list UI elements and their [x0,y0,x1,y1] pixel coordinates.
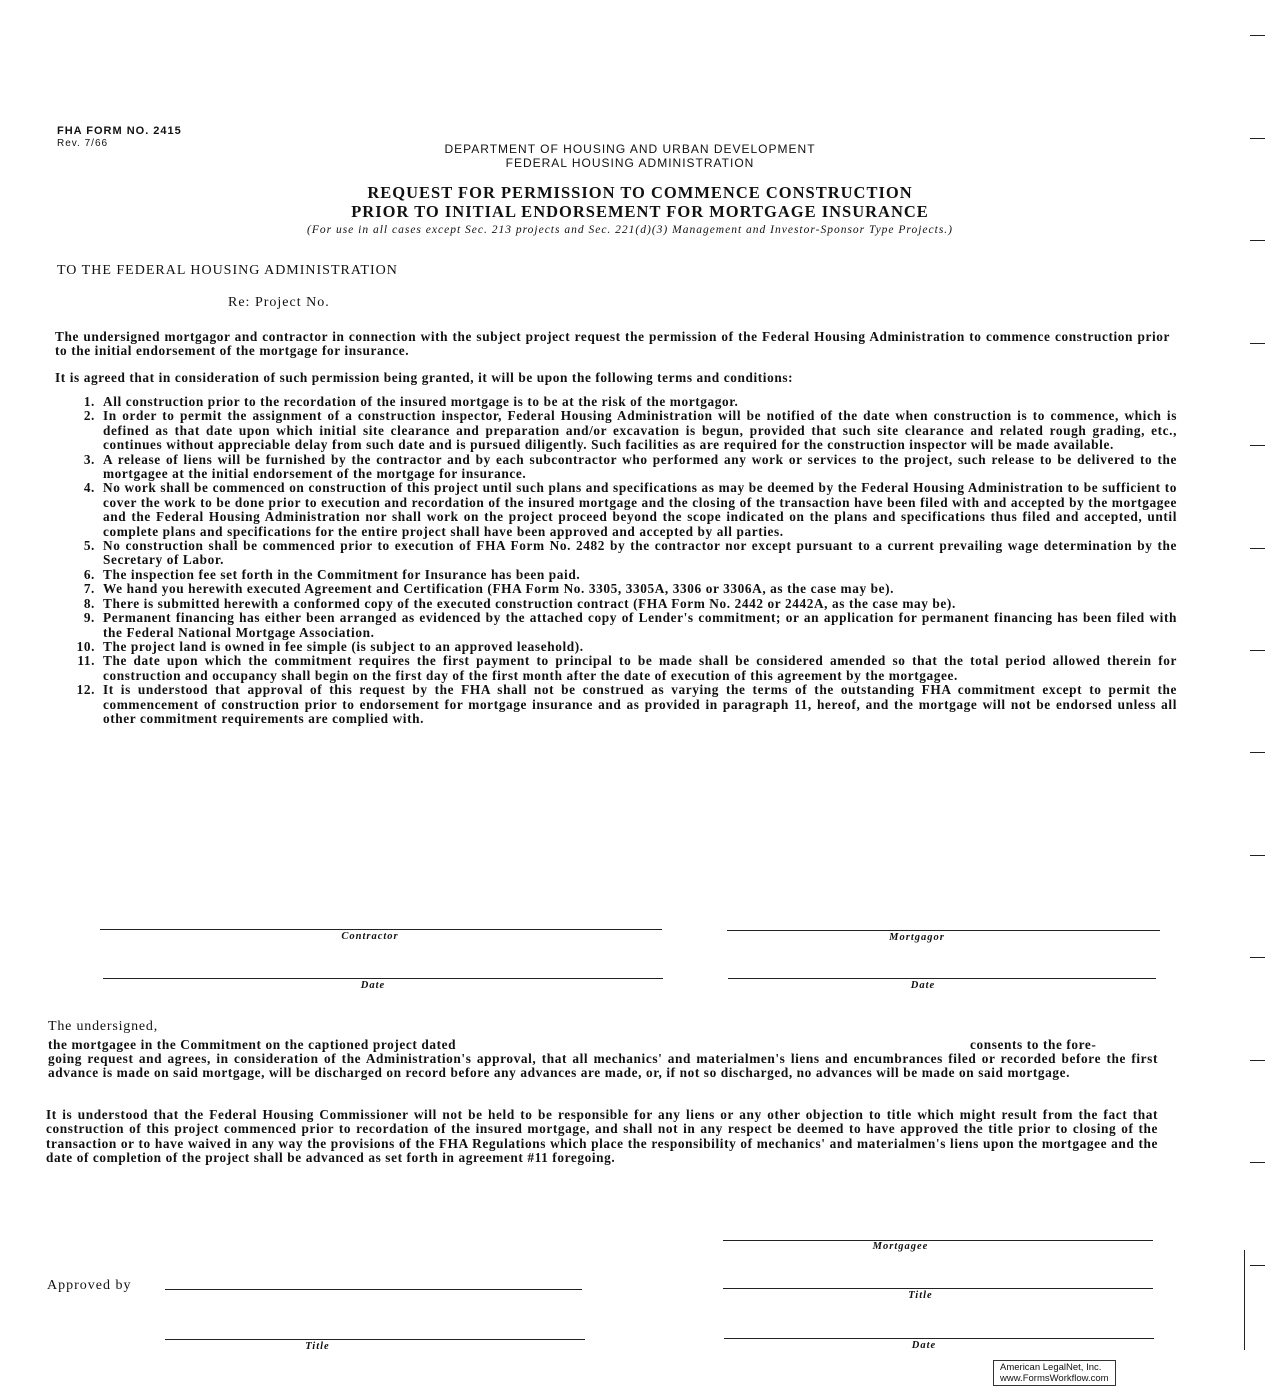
approved-by-line[interactable] [165,1289,582,1290]
margin-tick [1250,957,1265,958]
form-number: FHA FORM NO. 2415 [57,125,182,137]
term-item [55,597,1177,611]
department-heading [300,142,960,170]
term-number: 7. [83,581,95,597]
term-item [55,481,1177,539]
margin-tick [1250,650,1265,651]
mortgagee-label: Mortgagee [872,1241,929,1252]
term-text: Permanent financing has either been arranged as evidenced by the attached copy of Lender's commitment; or an application for permanent financing has been filed with the Federal National Mortgage Association. [103,610,1177,640]
term-item [55,640,1177,654]
term-item [55,409,1177,452]
consent-text-right: consents to the fore- [970,1037,1097,1052]
undersigned-label: The undersigned, [48,1019,158,1034]
mortgagee-title-line[interactable] [723,1288,1153,1289]
term-number: 11. [77,653,95,669]
intro-paragraph: The undersigned mortgagor and contractor in connection with the subject project request the permission of the Federal Housing Administration to commence construction prior to the initial endorsement of the mortgage for insurance. [55,329,1170,359]
term-item [55,582,1177,596]
term-text: No construction shall be commenced prior to execution of FHA Form No. 2482 by the contractor nor except pursuant to a current prevailing wage determination by the Secretary of Labor. [103,538,1177,568]
mortgagor-date-line[interactable] [728,978,1156,979]
consent-text-left: the mortgagee in the Commitment on the captioned project dated [48,1037,457,1052]
department-name: DEPARTMENT OF HOUSING AND URBAN DEVELOPMENT [444,142,816,156]
term-number: 6. [83,566,95,582]
margin-tick [1250,343,1265,344]
margin-rule [1244,1250,1245,1350]
term-number: 12. [76,682,95,698]
term-text: There is submitted herewith a conformed copy of the executed construction contract (FHA Form No. 2442 or 2442A, as the case may be). [103,595,956,611]
margin-tick [1250,1060,1265,1061]
agency-name: FEDERAL HOUSING ADMINISTRATION [505,156,755,170]
approval-date-label: Date [911,1340,937,1351]
term-number: 1. [83,394,95,409]
margin-tick [1250,1162,1265,1163]
term-number: 8. [83,595,95,611]
term-number: 9. [83,610,95,626]
term-item [55,453,1177,482]
term-number: 5. [83,538,95,554]
term-number: 4. [83,480,95,496]
term-item [55,654,1177,683]
margin-tick [1250,752,1265,753]
form-title [150,183,1130,221]
mortgagor-date-label: Date [910,980,936,991]
term-text: The project land is owned in fee simple (is subject to an approved leasehold). [103,638,584,654]
term-text: It is understood that approval of this request by the FHA shall not be construed as varying the terms of the outstanding FHA commitment except to permit the commencement of construction prior to endorsement for mortgage insurance and as provided in paragraph 11, hereof, and the mortgage will not be endorsed unless all other commitment requirements are complied with. [103,682,1177,726]
approver-title-label: Title [305,1341,330,1352]
term-number: 3. [83,451,95,467]
form-subtitle: (For use in all cases except Sec. 213 projects and Sec. 221(d)(3) Management and Investor-Sponsor Type Projects.) [307,224,953,236]
title-line-2: PRIOR TO INITIAL ENDORSEMENT FOR MORTGAGE INSURANCE [351,202,929,221]
terms-intro: It is agreed that in consideration of such permission being granted, it will be upon the following terms and conditions: [55,370,794,385]
term-item [55,395,1177,409]
liability-paragraph: It is understood that the Federal Housing Commissioner will not be held to be responsible for any liens or any other objection to title which might result from the fact that construction of this project commenced prior to recordation of the insured mortgage, and shall not in any respect be deemed to have approved the title prior to closing of the transaction or to have waived in any way the provisions of the FHA Regulations which place the responsibility of mechanics' and materialmen's liens upon the mortgagee and the date of completion of the project shall be advanced as set forth in agreement #11 foregoing. [46,1107,1158,1166]
margin-tick [1250,855,1265,856]
margin-tick [1250,35,1265,36]
approver-title-line[interactable] [165,1339,585,1340]
mortgagor-signature-line[interactable] [727,930,1160,931]
contractor-signature-line[interactable] [100,929,662,930]
term-item [55,683,1177,726]
mortgagor-label: Mortgagor [889,932,945,943]
contractor-date-label: Date [360,980,386,991]
term-number: 2. [83,408,95,424]
publisher-logo [993,1360,1116,1386]
term-number: 10. [76,638,95,654]
term-text: The date upon which the commitment requires the first payment to principal to be made shall be considered amended so that the total period allowed therein for construction and occupancy shall begin on the first day of the first month after the date of execution of this agreement by the mortgagee. [103,653,1177,683]
addressee: TO THE FEDERAL HOUSING ADMINISTRATION [57,263,398,278]
consent-paragraph: going request and agrees, in consideration of the Administration's approval, that all mechanics' and materialmen's liens and encumbrances filed or recorded before the first advance is made on said mortgage, will be discharged on record before any advances are made, or, if not so discharged, no advances will be made on said mortgage. [48,1051,1158,1081]
margin-tick [1250,1265,1265,1266]
term-item [55,539,1177,568]
term-item [55,568,1177,582]
term-item [55,611,1177,640]
approval-date-line[interactable] [724,1338,1154,1339]
margin-tick [1250,548,1265,549]
term-text: We hand you herewith executed Agreement and Certification (FHA Form No. 3305, 3305A, 3306 or 3306A, as the case may be). [103,581,895,597]
publisher-url: www.FormsWorkflow.com [1000,1373,1109,1384]
margin-tick [1250,445,1265,446]
revision-date: Rev. 7/66 [57,138,109,149]
margin-tick [1250,138,1265,139]
term-text: No work shall be commenced on construction of this project until such plans and specifications as may be deemed by the Federal Housing Administration to be sufficient to cover the work to be done prior to execution and recordation of the insured mortgage and the closing of the transaction have been filed with and accepted by the mortgagee and the Federal Housing Administration nor shall work on the project proceed beyond the scope indicated on the plans and specifications thus filed and accepted, until complete plans and specifications for the entire project shall have been approved and accepted by all parties. [103,480,1177,539]
term-text: The inspection fee set forth in the Commitment for Insurance has been paid. [103,566,581,582]
margin-tick [1250,240,1265,241]
term-text: A release of liens will be furnished by the contractor and by each subcontractor who performed any work or services to the project, such release to be delivered to the mortgagee at the initial endorsement of the mortgage for insurance. [103,451,1177,482]
terms-list [55,395,1177,726]
term-text: In order to permit the assignment of a construction inspector, Federal Housing Administration will be notified of the date when construction is to commence, which is defined as that date upon which initial site clearance and preparation and/or excavation is begun, provided that such site clearance and related rough grading, etc., continues without appreciable delay from such date and is pursued diligently. Such facilities as are required for the construction inspector will be made available. [103,408,1177,453]
term-text: All construction prior to the recordation of the insured mortgage is to be at the risk of the mortgagor. [103,394,739,409]
mortgagee-title-label: Title [908,1290,933,1301]
project-number-label: Re: Project No. [228,295,330,310]
contractor-date-line[interactable] [103,978,663,979]
approved-by-label: Approved by [47,1278,132,1293]
title-line-1: REQUEST FOR PERMISSION TO COMMENCE CONSTRUCTION [367,183,913,202]
publisher-name: American LegalNet, Inc. [1000,1362,1102,1373]
contractor-label: Contractor [341,931,399,942]
